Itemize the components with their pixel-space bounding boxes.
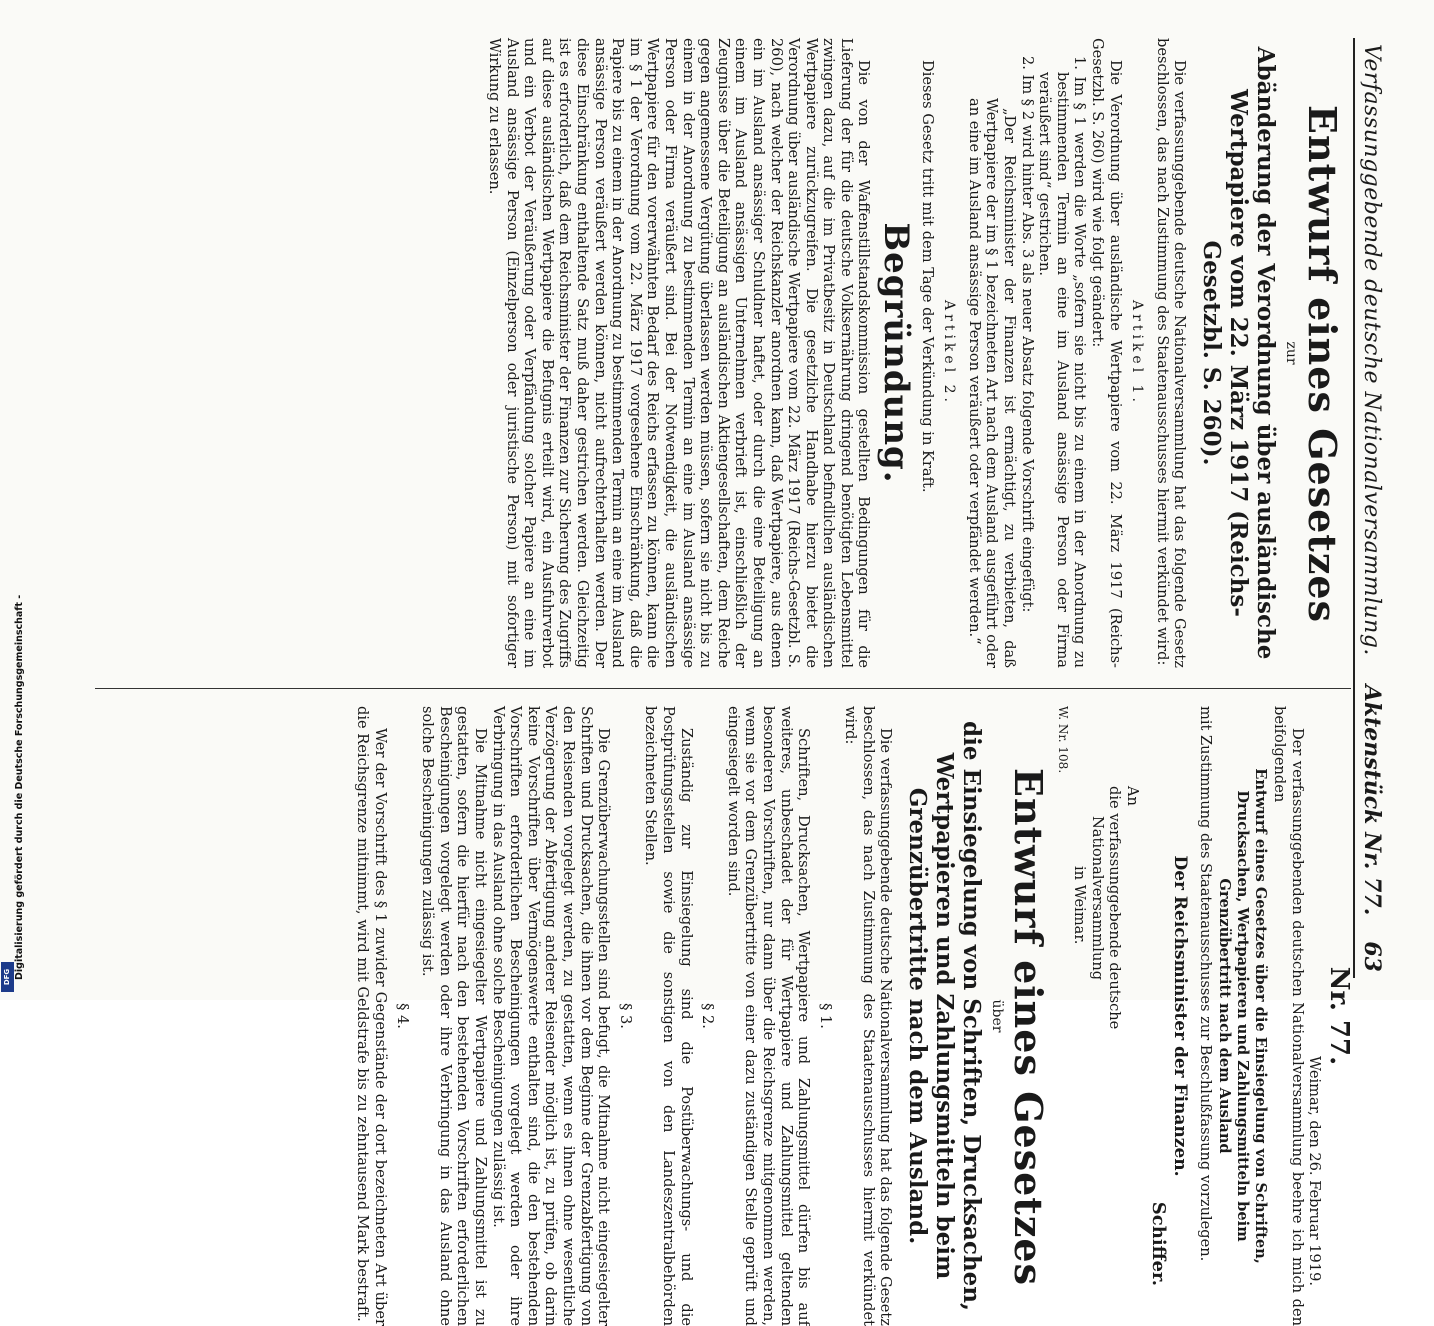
document-number: Nr. 77. xyxy=(1324,966,1354,1066)
letter-subject: Entwurf eines Gesetzes über die Einsiegelung von Schriften, Drucksachen, Wertpapieren und Zahlungsmitteln beim Grenzübertritt nach dem Ausland xyxy=(1216,768,1269,1264)
begruendung-text: Die von der Waffenstillstandskommission gestellten Bedingungen für die Lieferung der für die deutsche Volksernährung dringend benötigten Lebensmittel zwingen dazu, auf die im Privatbesitz in Deutschland befindlichen ausländischen Wertpapiere zurückzugreifen. Die gesetzliche Handhabe hierzu bietet die Verordnung über ausländische Wertpapiere vom 22. März 1917 (Reichs-Gesetzbl. S. 260), nach welcher der Reichskanzler anordnen kann, daß Wertpapiere, aus denen ein im Ausland ansässiger Schuldner haftet, oder durch die eine Beteiligung an einem im Ausland ansässigen Unternehmen verbrieft ist, einschließlich der Zeugnisse über die Beteiligung an ausländischen Aktiengesellschaften, dem Reiche gegen angemessene Vergütung überlassen werden müssen, sofern sie nicht bis zu einem in der Anordnung zu bestimmenden Termin an eine im Ausland ansässige Person oder Firma veräußert sind. Bei der Notwendigkeit, die ausländischen Wertpapiere für den vorerwähnten Bedarf des Reichs erfassen zu können, kann die im § 1 der Verordnung vom 22. März 1917 vorgesehene Einschränkung, daß die Papiere bis zu einem in der Anordnung zu bestimmenden Termin an eine im Ausland ansässige Person veräußert werden können, nicht aufrechterhalten werden. Der diese Einschränkung enthaltende Satz muß daher gestrichen werden. Gleichzeitig ist es erforderlich, daß dem Reichsminister der Finanzen zur Sicherung des Zugriffs auf diese ausländischen Wertpapiere die Befugnis erteilt wird, ein Ausfuhrverbot und ein Verbot der Veräußerung oder Verpfändung solcher Papiere an eine im Ausland ansässige Person (Einzelperson oder juristische Person) mit sofortiger Wirkung zu erlassen. xyxy=(486,38,873,668)
law2-ueber: über xyxy=(989,999,1006,1033)
rotated-content xyxy=(95,38,1395,1326)
paragraph-3-mark: § 3. xyxy=(616,1003,634,1029)
column-divider xyxy=(95,688,1351,689)
letter-close: mit Zustimmung des Staatenausschusses zur Beschlußfassung vorzulegen. xyxy=(1196,706,1214,1262)
letter-intro: Der verfassunggebenden deutschen Nationalversammlung beehre ich mich den beifolgenden xyxy=(1271,706,1306,1326)
law2-preamble: Die verfassunggebende deutsche Nationalversammlung hat das folgende Gesetz beschlossen, das nach Zustimmung des Staatenausschusses hiermit verkündet wird: xyxy=(842,706,895,1326)
law-subtitle: Abänderung der Verordnung über ausländische Wertpapiere vom 22. März 1917 (Reichs-Gesetzbl. S. 260). xyxy=(1198,46,1280,660)
paragraph-2-text: Zuständig zur Einsiegelung sind die Postüberwachungs- und die Postprüfungsstellen sowie die sonstigen von den Landeszentralbehörden bezeichneten Stellen. xyxy=(642,706,695,1326)
signature: Schiffer. xyxy=(1147,1201,1169,1286)
article-1-item-1: 1. Im § 1 werden die Worte „sofern sie nicht bis zu einem in der Anordnung zu bestimmenden Termin an eine im Ausland ansässige Person oder Firma veräußert sind“ gestrichen. xyxy=(1036,56,1089,668)
date-line: Weimar, den 26. Februar 1919. xyxy=(1306,1056,1324,1286)
law2-subtitle: die Einsiegelung von Schriften, Drucksachen, Wertpapieren und Zahlungsmitteln beim Grenzübertritte nach dem Ausland. xyxy=(904,721,986,1311)
address-line-2: Nationalversammlung xyxy=(1088,816,1106,981)
article-2-heading: Artikel 2. xyxy=(941,300,958,406)
header-aktenstueck: Aktenstück Nr. 77. xyxy=(1359,684,1385,916)
dfg-logo xyxy=(1,962,14,992)
begruendung-heading: Begründung. xyxy=(876,222,917,484)
w-nr: W. Nr. 108. xyxy=(1055,706,1070,774)
address-line-3: in Weimar. xyxy=(1071,866,1089,945)
article-1-item-2: 2. Im § 2 wird hinter Abs. 3 als neuer Absatz folgende Vorschrift eingefügt: xyxy=(1018,56,1036,613)
paragraph-2-mark: § 2. xyxy=(699,1003,717,1029)
paragraph-1-text: Schriften, Drucksachen, Wertpapiere und Zahlungsmittel dürfen bis auf weiteres, unbeschadet der für Wertpapiere und Zahlungsmittel geltenden besonderen Vorschriften, nur dann über die Reichsgrenze mitgenommen werden, wenn sie vor dem Grenzübertritte von einer dazu zuständigen Stelle geprüft und eingesiegelt worden sind. xyxy=(724,706,813,1326)
paragraph-4-text: Wer der Vorschrift des § 1 zuwider Gegenstände der dort bezeichneten Art über die Reichsgrenze mitnimmt, wird mit Geldstrafe bis zu zehntausend Mark bestraft. xyxy=(354,706,390,1326)
article-2-text: Dieses Gesetz tritt mit dem Tage der Verkündung in Kraft. xyxy=(918,60,936,493)
article-1-heading: Artikel 1. xyxy=(1129,300,1146,406)
right-column xyxy=(95,706,1354,1326)
dfg-logo-text: DFG xyxy=(3,968,11,986)
law-zur: zur xyxy=(1283,341,1299,365)
law-title: Entwurf eines Gesetzes xyxy=(1300,104,1345,624)
header-title: Verfassunggebende deutsche Nationalversammlung. xyxy=(1359,44,1384,656)
paragraph-3-text-b: Die Mitnahme nicht eingesiegelter Wertpapiere und Zahlungsmittel ist zu gestatten, sofern die hierfür nach den bestehenden Vorschriften erforderlichen Bescheinigungen vorgelegt werden oder ihre Verbringung in das Ausland ohne solche Bescheinigungen zulässig ist. xyxy=(419,706,490,1326)
article-1-quote: „Der Reichsminister der Finanzen ist ermächtigt, zu verbieten, daß Wertpapiere der im § 1 bezeichneten Art nach dem Ausland ausgeführt oder an eine im Ausland ansässige Person veräußert oder verpfändet werden.“ xyxy=(965,98,1019,668)
article-1-intro: Die Verordnung über ausländische Wertpapiere vom 22. März 1917 (Reichs-Gesetzbl. S. 260) wird wie folgt geändert: xyxy=(1089,38,1124,668)
preamble: Die verfassunggebende deutsche Nationalversammlung hat das folgende Gesetz beschlossen, das nach Zustimmung des Staatenausschusses hiermit verkündet wird: xyxy=(1153,38,1189,668)
paragraph-4-mark: § 4. xyxy=(393,1003,411,1029)
digitization-credit xyxy=(0,594,25,995)
left-column xyxy=(95,38,1347,668)
address-line-1: die verfassunggebende deutsche xyxy=(1106,786,1124,1030)
paragraph-3-text-a: Die Grenzüberwachungsstellen sind befugt, die Mitnahme nicht eingesiegelter Schriften und Drucksachen, die ihnen vor dem Beginne der Grenzabfertigung von den Reisenden vorgelegt werden, zu gestatten, wenn es ihnen ohne wesentliche Verzögerung der Abfertigung anderer Reisender möglich ist, zu prüfen, ob darin keine Vorschriften über Vermögenswerte enthalten sind, die den bestehenden Vorschriften erforderlichen Bescheinigungen vorgelegt werden oder ihre Verbringung in das Ausland ohne solche Bescheinigungen zulässig ist. xyxy=(489,706,613,1326)
minister-title: Der Reichsminister der Finanzen. xyxy=(1170,855,1191,1177)
page-number: 63 xyxy=(1359,941,1385,972)
address-to: An xyxy=(1124,786,1142,806)
paragraph-1-mark: § 1. xyxy=(816,1003,834,1029)
running-header xyxy=(1353,38,1395,978)
law2-title: Entwurf eines Gesetzes xyxy=(1006,767,1052,1287)
credit-text: Digitalisierung gefördert durch die Deutsche Forschungsgemeinschaft - xyxy=(14,594,25,980)
